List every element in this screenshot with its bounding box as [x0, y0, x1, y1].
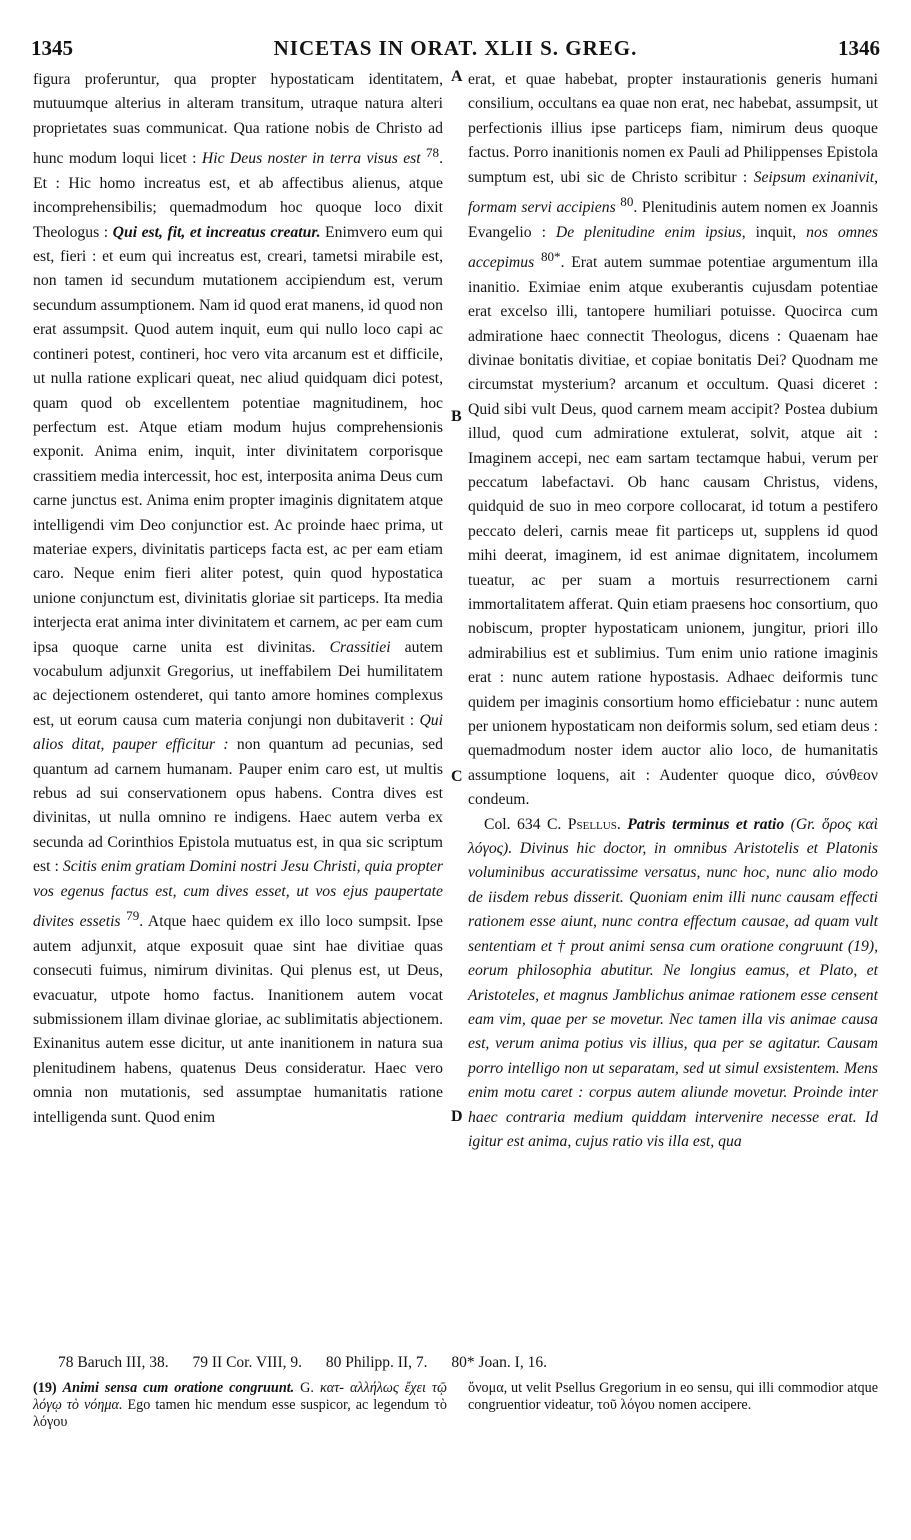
footnote-ref: 80*: [540, 249, 561, 265]
john-quote: De plenitudine enim ipsius: [555, 223, 742, 241]
john-quote-2: nos omnes accepimus: [468, 223, 878, 272]
psellus-paragraph: [468, 813, 878, 1155]
footnote-19-source: G.: [300, 1380, 314, 1396]
corinthians-quote: Scitis enim gratiam Domini nostri Jesu Christi, quia propter vos egenus factus est, cum dives esset, ut vos ejus paupertate divites essetis: [33, 858, 443, 931]
lemma: Patris terminus et ratio: [627, 815, 785, 833]
margin-mark-c: C: [451, 768, 463, 785]
footnote-78: 78 Baruch III, 38.: [58, 1354, 169, 1371]
footnote-19-text: Ego tamen hic mendum esse suspicor, ac legendum τὸ λόγου: [33, 1397, 448, 1430]
footnote-19: [33, 1380, 447, 1431]
footnote-ref: 79: [126, 908, 140, 924]
left-column: [33, 68, 443, 1130]
footnote-19-greek: κατ- αλλήλως ἔχει τῷ λόγῳ τὸ νόημα.: [33, 1380, 448, 1413]
footnote-80b: 80* Joan. I, 16.: [451, 1354, 547, 1371]
footnote-79: 79 II Cor. VIII, 9.: [192, 1354, 302, 1371]
running-title: NICETAS IN ORAT. XLII S. GREG.: [273, 36, 638, 60]
pauper-quote: Qui alios ditat, pauper efficitur :: [33, 711, 443, 754]
footnote-19-quote: Animi sensa cum oratione congruunt.: [62, 1380, 295, 1396]
philippians-quote: Seipsum exinanivit, formam servi accipiens: [468, 168, 878, 217]
psellus-commentary: Divinus hic doctor, in omnibus Aristotelis et Platonis voluminibus accuratissime versatus, nunc hoc, nunc alio modo de iisdem rebus disserit. Quoniam enim illi nunc causam effecti rationem esse aiunt, nunc contra effectum causae, ad quam vult sententiam et † prout animi sensa cum oratione congruunt (19), eorum philosophia abutitur. Ne longius eamus, et Plato, et Aristoteles, et magnus Jamblichus animae rationem esse censent eam vim, quae per se movetur. Nec tamen illa vis animae causa est, verum anima potius vis illius, qua per se agitatur. Causam porro intelligo non ut separatam, sed ut simul exsistentem. Mens enim motu caret : corpus autem aliunde movetur. Proinde inter haec contraria medium quiddam intervenire necesse erat. Id igitur est anima, cujus ratio vis illa est, qua: [468, 840, 878, 1150]
page-number-left: 1345: [31, 36, 73, 60]
theologian-quote: Qui est, fit, et increatus creatur.: [112, 223, 321, 241]
column-reference: Col. 634 C.: [484, 815, 562, 833]
crassitiei-term: Crassitiei: [329, 638, 391, 656]
right-paragraph: erat, et quae habebat, propter instaurationis generis humani consilium, occultans ea quae non erat, nec habebat, assumpsit, ut perfectionis illius ipse particeps fiam, nimirum deus quoque factus. Porro inanitionis nomen ex Pauli ad Philippenses Epistola sumptum est, ubi sic de Christo scribitur : Seipsum exinanivit, formam servi accipiens $^{80}$. Plenitudinis autem nomen ex Joannis Evangelio : De plenitudine enim ipsius, inquit, nos omnes accepimus $^{80*}$. Erat autem summae potentiae argumentum illa inanitio. Eximiae enim atque exuberantis cujusdam potentiae erat excelso illi, tantopere humiliari potuisse. Quocirca cum admiratione haec connectit Theologus, dicens : Quaenam hae divinae bonitatis divitiae, et copiae bonitatis Dei? Quodnam me circumstat mysterium? arcanum et occultum. Quasi diceret : Quid sibi vult Deus, quod carnem meam accipit? Postea dubium illud, quod cum admiratione extulerat, solvit, atque ait : Imaginem accepi, nec eam sartam tectamque habui, verum per peccatum labefactavi. Ob hanc causam Christus, videns, quidquid de suo in meo corpore collocarat, id totum a pestifero peccato deleri, carnis meae fit particeps ut, supplens id quod mihi deerat, imaginem, id est animae dignitatem, incolumem tueatur, ac per suam a mortuis resurrectionem carni immortalitatem afferat. Quin etiam praesens hoc consortium, quo nobiscum, propter hypostaticam unionem, jungitur, priori illo admirabilius est et sublimius. Tum enim unio ratione imaginis erat : nunc autem ratione hypostasis. Adhaec deiformis tunc quidem per imaginis consortium homo efficiebatur : nunc autem per unionem hypostaticam non deiformis solum, sed etiam deus : quemadmodum noster idem auctor alio loco, de humanitatis assumptione loquens, ait : Audenter quoque dico, σύνθεον condeum.: [468, 71, 879, 809]
footnote-ref: 80: [620, 194, 634, 210]
greek-lemma: (Gr. ὅρος καὶ λόγος).: [468, 815, 878, 858]
margin-mark-a: A: [451, 68, 463, 85]
scripture-quote: Hic Deus noster in terra visus est: [201, 150, 421, 168]
left-paragraph: figura proferuntur, qua propter hypostaticam identitatem, mutuumque alterius in alteram transitum, utraque natura alteri proprietates suas communicat. Qua ratione nobis de Christo ad hunc modum loqui licet : Hic Deus noster in terra visus est $^{78}$. Et : Hic homo increatus est, et ab affectibus alienus, atque incomprehensibilis; quemadmodum hoc quoque loco dixit Theologus : Qui est, fit, et increatus creatur. Enimvero eum qui est, fieri : et eum qui increatus est, creari, tametsi mirabile est, non tamen id secundum mutationem accipiendum est, verum secundum assumptionem. Nam id quod erat manens, id quod non erat assumpsit. Quod autem inquit, eum qui nullo loco capi ac contineri potest, contineri, hoc vero vita arcanum est et difficile, ut nulla ratione explicari queat, nec aliud quidquam dici potest, quam quod ob excellentem potentiae magnitudinem, hoc perfectum est. Atque etiam modum hujus comprehensionis exponit. Anima enim, inquit, inter divinitatem corporisque crassitiem media intercessit, hoc est, interposita anima Deus cum carne junctus est. Anima enim propter imaginis dignitatem atque intelligendi vim Deo conjunctior est. Ac proinde haec prima, ut materiae expers, divinitatis particeps facta est, ac per eam etiam caro. Neque enim fieri aliter potest, quin quod hypostatica unione conjunctum est, divinitatis gloriae sit particeps. Ita media interjecta erat anima inter divinitatem et carnem, ac per eam cum ipsa quoque carne unita est divinitas. Crassitiei autem vocabulum adjunxit Gregorius, ut ineffabilem Dei humilitatem ac dejectionem ostenderet, qui tanto amore homines complexus est, ut eorum causa cum materia conjungi non dubitaverit : Qui alios ditat, pauper efficitur : non quantum ad pecunias, sed quantum ad carnem humanam. Pauper enim caro est, ut multis rebus ad sui conservationem opus habens. Contra dives est divinitas, ut nulla omnino re indigens. Haec autem verba ex secunda ad Corinthios Epistola mutuatus est, in qua sic scriptum est : Scitis enim gratiam Domini nostri Jesu Christi, quia propter vos egenus factus est, cum dives esset, ut vos ejus paupertate divites essetis $^{79}$. Atque haec quidem ex illo loco sumpsit. Ipse autem adjunxit, atque exposuit quae sint hae divitiae quas consecuti fuimus, nimirum divinitas. Qui plenus est, ut Deus, evacuatur, utpote homo factus. Inanitionem autem vocat submissionem illam divinae gloriae, ac sublimitatis abjectionem. Exinanitus autem esse dicitur, ut ante inanitionem in natura sua plenitudinem habens, quatenus Deus consideratur. Haec vero omnia non mutationis, sed assumptae humanitatis ratione intelligenda sunt. Quod enim: [33, 71, 444, 1126]
margin-mark-d: D: [451, 1108, 463, 1125]
footnote-19-continuation: ὄνομα, ut velit Psellus Gregorium in eo sensu, qui illi commodior atque congruentior videatur, τοῦ λόγου nomen accipere.: [468, 1380, 878, 1413]
footnote-19-label: (19): [33, 1380, 57, 1396]
right-column: [468, 68, 878, 1154]
footnote-80: 80 Philipp. II, 7.: [325, 1354, 428, 1371]
footnote-ref: 78: [426, 145, 440, 161]
scripture-footnotes: [58, 1352, 898, 1374]
author-name: Psellus.: [567, 815, 621, 833]
page-number-right: 1346: [838, 36, 880, 60]
margin-mark-b: B: [451, 408, 462, 425]
